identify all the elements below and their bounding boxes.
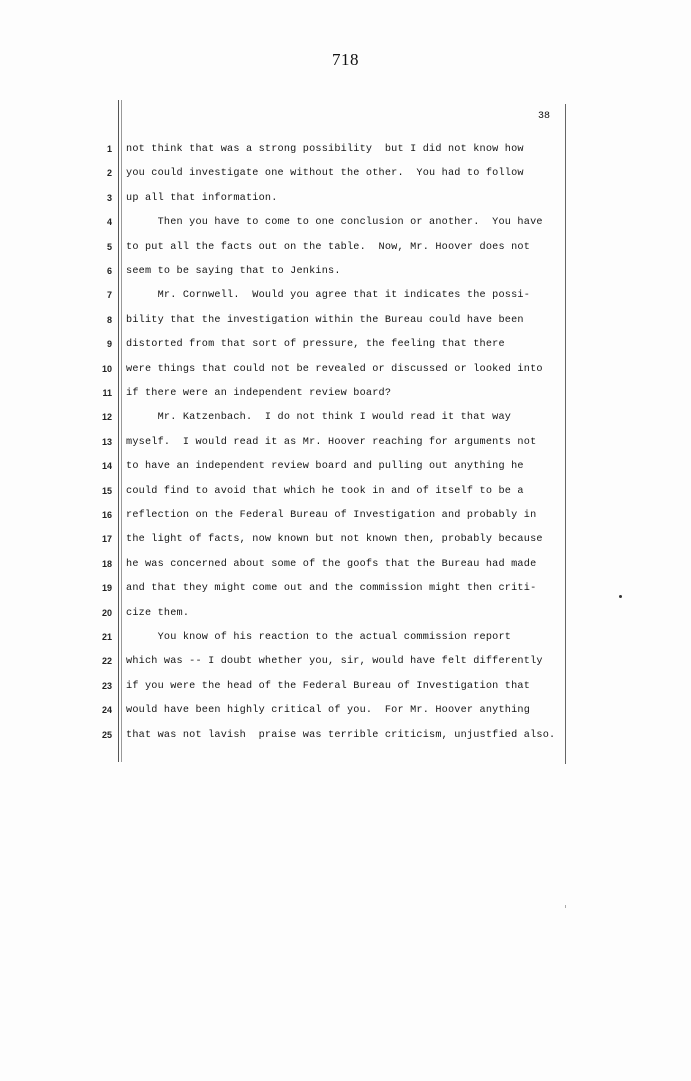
transcript-line: not think that was a strong possibility but I did not know how bbox=[126, 144, 524, 155]
line-number: 11 bbox=[102, 388, 112, 398]
transcript-line: could find to avoid that which he took in and of itself to be a bbox=[126, 485, 524, 497]
transcript-line: up all that information. bbox=[126, 192, 278, 204]
transcript-line: he was concerned about some of the goofs that the Bureau had made bbox=[126, 558, 537, 570]
line-number: 10 bbox=[101, 363, 112, 374]
transcript-line: were things that could not be revealed or discussed or looked into bbox=[126, 363, 543, 375]
line-number: 9 bbox=[106, 339, 112, 350]
transcript-line: would have been highly critical of you. For Mr. Hoover anything bbox=[126, 705, 531, 717]
line-number: 5 bbox=[106, 241, 112, 252]
transcript-line: cize them. bbox=[126, 607, 190, 619]
line-number: 17 bbox=[101, 534, 112, 545]
line-number: 4 bbox=[106, 217, 112, 228]
line-number: 24 bbox=[101, 705, 112, 716]
line-number: 23 bbox=[101, 680, 112, 691]
transcript-line: bility that the investigation within the Bureau could have been bbox=[126, 314, 524, 326]
line-number: 1 bbox=[106, 144, 112, 154]
transcript-line: Mr. Katzenbach. I do not think I would read it that way bbox=[126, 412, 512, 424]
transcript-line: You know of his reaction to the actual commission report bbox=[126, 632, 512, 643]
page-number: 718 bbox=[332, 50, 359, 69]
line-number: 16 bbox=[101, 510, 112, 520]
line-number: 3 bbox=[106, 192, 112, 203]
transcript-line: seem to be saying that to Jenkins. bbox=[126, 266, 341, 277]
transcript-line: reflection on the Federal Bureau of Investigation and probably in bbox=[126, 510, 537, 521]
scan-speck bbox=[565, 905, 566, 908]
transcript-line: that was not lavish praise was terrible criticism, unjustfied also. bbox=[126, 729, 556, 741]
transcript-line: if you were the head of the Federal Bureau of Investigation that bbox=[126, 680, 531, 692]
transcript-line: myself. I would read it as Mr. Hoover reaching for arguments not bbox=[126, 436, 537, 448]
margin-dot bbox=[619, 595, 622, 598]
transcript-line: you could investigate one without the other. You had to follow bbox=[126, 168, 524, 180]
line-number: 8 bbox=[106, 314, 112, 325]
line-number: 14 bbox=[101, 461, 112, 472]
transcript-line: if there were an independent review board? bbox=[126, 388, 392, 399]
line-number: 25 bbox=[101, 729, 112, 740]
line-number: 7 bbox=[106, 290, 112, 301]
transcript-line: to have an independent review board and pulling out anything he bbox=[126, 461, 524, 473]
sheet-number: 38 bbox=[537, 111, 550, 122]
line-number: 13 bbox=[101, 436, 112, 447]
line-number: 2 bbox=[106, 168, 112, 179]
transcript-line: and that they might come out and the commission might then criti- bbox=[126, 583, 537, 595]
transcript-line: the light of facts, now known but not known then, probably because bbox=[126, 534, 543, 546]
transcript-line: distorted from that sort of pressure, the feeling that there bbox=[126, 339, 505, 351]
line-number: 6 bbox=[106, 266, 112, 276]
line-number: 15 bbox=[101, 485, 112, 496]
line-number: 22 bbox=[101, 656, 112, 667]
transcript-line: which was -- I doubt whether you, sir, would have felt differently bbox=[126, 656, 543, 668]
transcript-line: Mr. Cornwell. Would you agree that it indicates the possi- bbox=[126, 290, 531, 302]
line-number: 20 bbox=[101, 607, 112, 618]
line-number: 12 bbox=[101, 412, 112, 423]
line-number: 18 bbox=[101, 558, 112, 569]
line-number: 19 bbox=[101, 583, 112, 594]
transcript-line: Then you have to come to one conclusion or another. You have bbox=[126, 217, 543, 229]
line-number: 21 bbox=[101, 632, 112, 642]
transcript-line: to put all the facts out on the table. Now, Mr. Hoover does not bbox=[126, 241, 531, 253]
